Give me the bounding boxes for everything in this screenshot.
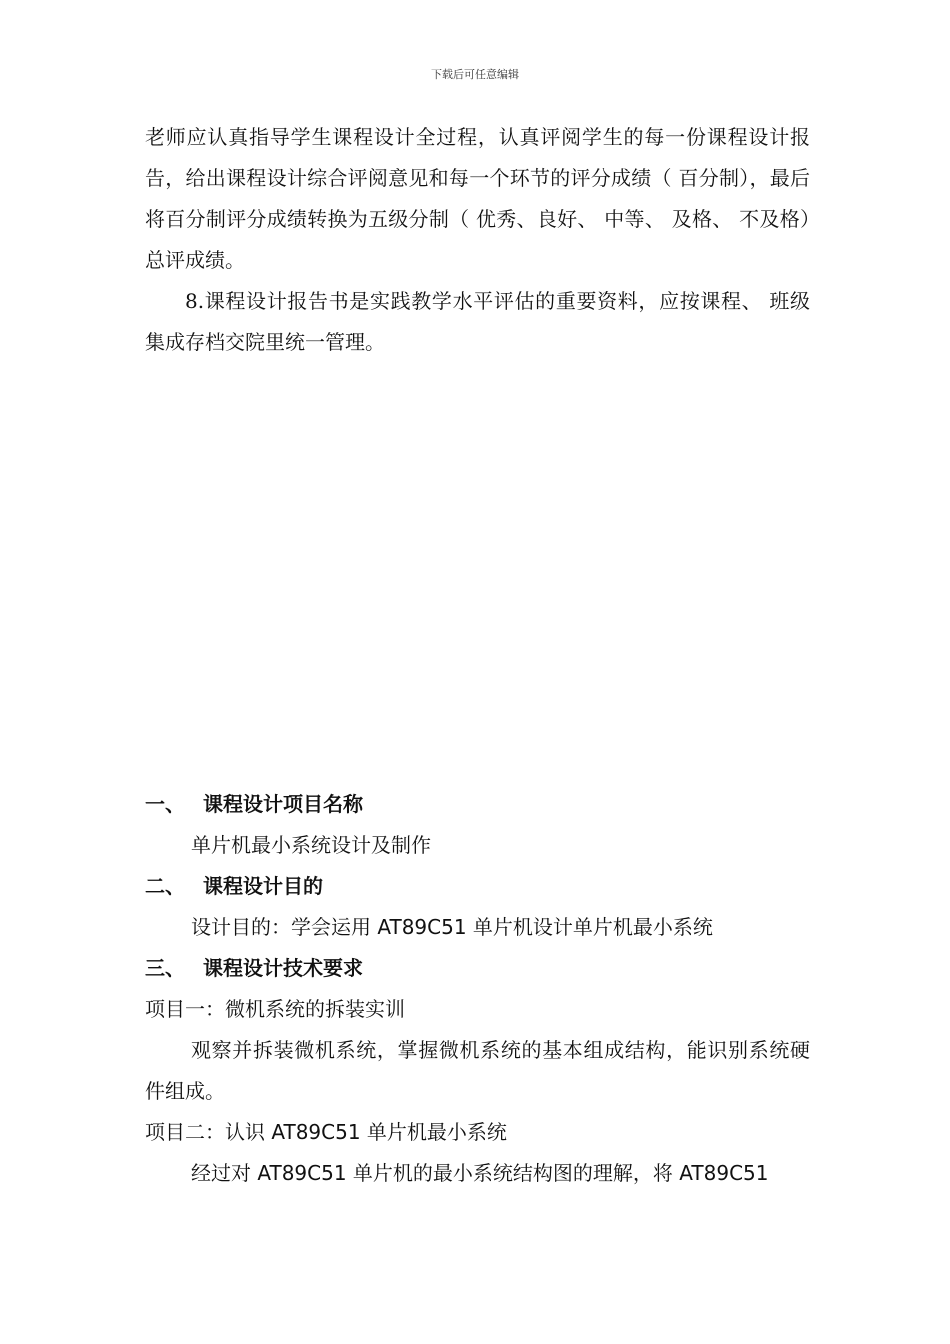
section-heading-purpose bbox=[145, 866, 810, 907]
purpose-text: 设计目的：学会运用 AT89C51 单片机设计单片机最小系统 bbox=[191, 915, 713, 939]
top-text-block bbox=[145, 117, 810, 363]
archive-paragraph-text: 课程设计报告书是实践教学水平评估的重要资料，应按课程、 班级集成存档交院里统一管理。 bbox=[145, 289, 810, 354]
section-heading-requirements bbox=[145, 948, 810, 989]
section-title: 课程设计技术要求 bbox=[203, 956, 363, 980]
section-heading-project-name bbox=[145, 784, 810, 825]
grading-paragraph: 老师应认真指导学生课程设计全过程，认真评阅学生的每一份课程设计报告，给出课程设计综合评阅意见和每一个环节的评分成绩（ 百分制），最后将百分制评分成绩转换为五级分制（ 优秀、良好、 中等、 及格、 不及格）总评成绩。 bbox=[145, 125, 810, 272]
project-two-title: 项目二：认识 AT89C51 单片机最小系统 bbox=[145, 1120, 507, 1144]
section-number: 二、 bbox=[145, 874, 185, 898]
project-one-title: 项目一：微机系统的拆装实训 bbox=[145, 997, 405, 1021]
item-number: 8. bbox=[185, 289, 205, 313]
project-two-text: 经过对 AT89C51 单片机的最小系统结构图的理解，将 AT89C51 bbox=[191, 1161, 769, 1185]
project-one-text: 观察并拆装微机系统，掌握微机系统的基本组成结构，能识别系统硬件组成。 bbox=[145, 1038, 810, 1103]
section-title: 课程设计目的 bbox=[203, 874, 323, 898]
page-header: 下载后可任意编辑 bbox=[431, 68, 519, 81]
section-number: 三、 bbox=[145, 956, 185, 980]
section-number: 一、 bbox=[145, 792, 185, 816]
project-name-text: 单片机最小系统设计及制作 bbox=[191, 833, 431, 857]
archive-paragraph bbox=[145, 281, 810, 363]
sections-block bbox=[145, 784, 810, 1194]
section-title: 课程设计项目名称 bbox=[203, 792, 363, 816]
